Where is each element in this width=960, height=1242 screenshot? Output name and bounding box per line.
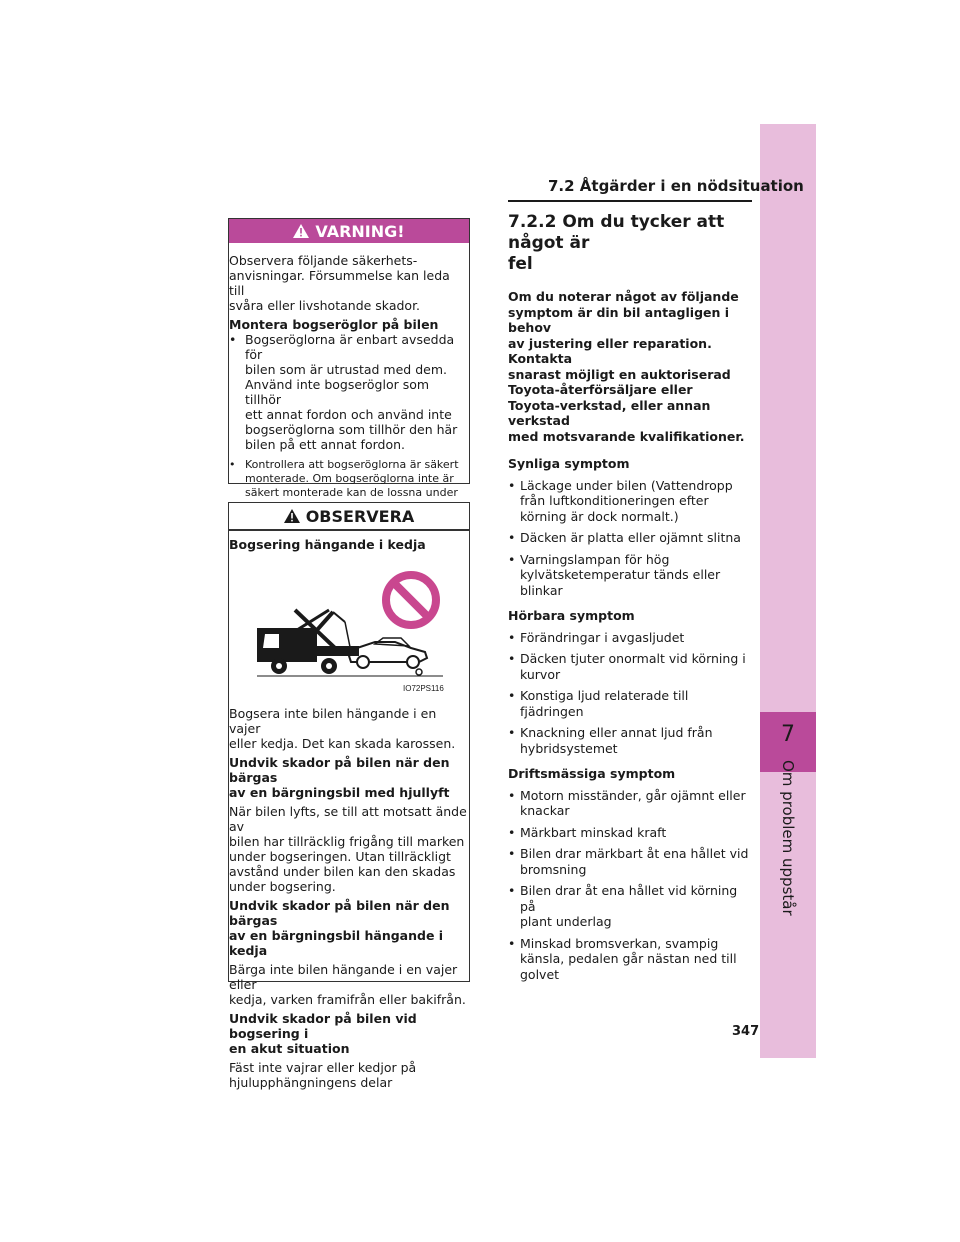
list-item: [508, 530, 754, 546]
notice-paragraph: Bogsera inte bilen hängande i en vajer eller kedja. Det kan skada karossen.: [229, 706, 456, 751]
header-rule: [508, 200, 752, 202]
list-item: [508, 825, 754, 841]
towing-chain-illustration: [229, 552, 465, 700]
section-header-title: 7.2 Åtgärder i en nödsituation: [548, 177, 804, 195]
list-item-text: Läckage under bilen (Vattendropp från luftkonditioneringen efter körning är dock normalt.): [520, 477, 733, 524]
chapter-side-tab: [760, 124, 816, 1058]
notice-paragraph: När bilen lyfts, se till att motsatt ände av bilen har tillräcklig frigång till marken under bogseringen. Utan tillräckligt avstånd under bilen kan den skadas under bogsering.: [229, 804, 467, 894]
tow-truck-icon: [257, 610, 359, 674]
notice-subheading: Bogsering hängande i kedja: [229, 537, 426, 552]
warning-box-header: [229, 219, 469, 243]
list-item: [508, 478, 754, 525]
audible-symptoms-heading: Hörbara symptom: [508, 608, 635, 623]
visible-symptoms-heading: Synliga symptom: [508, 456, 630, 471]
list-item-text: Minskad bromsverkan, svampig känsla, pedalen går nästan ned till golvet: [520, 935, 737, 982]
operational-symptoms-list: [508, 788, 754, 983]
list-item: [508, 788, 754, 819]
list-item: [508, 936, 754, 983]
symptoms-section: [508, 212, 754, 982]
list-item: [508, 552, 754, 599]
car-icon: [349, 638, 427, 675]
warning-box: [228, 218, 470, 499]
list-item: [508, 846, 754, 877]
chapter-title: Om problem uppstår: [779, 760, 797, 916]
image-code: IO72PS116: [403, 684, 444, 693]
warning-intro: Observera följande säkerhets- anvisningar. Försummelse kan leda till svåra eller livshotande skador.: [229, 253, 450, 313]
list-item-text: Bilen drar märkbart åt ena hållet vid bromsning: [520, 846, 749, 877]
warning-triangle-icon: [284, 509, 300, 523]
list-item-text: Motorn misständer, går ojämnt eller knackar: [520, 787, 746, 818]
list-item-text: Märkbart minskad kraft: [520, 824, 667, 840]
notice-subheading: Undvik skador på bilen vid bogsering i en akut situation: [229, 1011, 417, 1056]
list-item-text: Däcken är platta eller ojämnt slitna: [520, 530, 741, 545]
section-intro: Om du noterar något av följande symptom är din bil antagligen i behov av justering eller reparation. Kontakta snarast möjligt en auktoriserad Toyota-återförsäljare eller Toyota-verkstad, eller annan verkstad med motsvarande kvalifikationer.: [508, 289, 745, 444]
chapter-number: 7: [781, 722, 795, 747]
warning-bullet-text: Bogseröglorna är enbart avsedda för bilen som är utrustad med dem. Använd inte bogseröglor som tillhör ett annat fordon och använd inte bogseröglorna som tillhör den här bilen på ett annat fordon.: [245, 332, 458, 452]
warning-triangle-icon: [293, 224, 309, 238]
section-heading: 7.2.2 Om du tycker att något är fel: [508, 212, 725, 274]
notice-subheading: Undvik skador på bilen när den bärgas av en bärgningsbil hängande i kedja: [229, 898, 450, 958]
notice-paragraph: Fäst inte vajrar eller kedjor på hjulupphängningens delar: [229, 1060, 417, 1090]
operational-symptoms-heading: Driftsmässiga symptom: [508, 766, 676, 781]
notice-box: [228, 502, 470, 1090]
notice-subheading: Undvik skador på bilen när den bärgas av en bärgningsbil med hjullyft: [229, 755, 450, 800]
towing-illustration: [229, 552, 467, 700]
warning-bullet-text: Kontrollera att bogseröglorna är säkert monterade. Om bogseröglorna inte är säkert monterade kan de lossna under: [245, 458, 459, 499]
list-item-text: Bilen drar åt ena hållet vid körning på plant underlag: [520, 883, 738, 929]
warning-title: VARNING!: [315, 221, 405, 241]
list-item-text: Knackning eller annat ljud från hybridsystemet: [520, 725, 713, 756]
visible-symptoms-list: [508, 478, 754, 599]
list-item-text: Förändringar i avgasljudet: [520, 629, 685, 645]
list-item: [508, 651, 754, 682]
audible-symptoms-list: [508, 630, 754, 757]
list-item-text: Konstiga ljud relaterade till fjädringen: [520, 688, 689, 719]
warning-bullet: [229, 332, 465, 452]
page-number: 347: [732, 1024, 760, 1039]
list-item-text: Varningslampan för hög kylvätsketemperatur tänds eller blinkar: [520, 551, 721, 598]
notice-box-header: [229, 503, 469, 531]
list-item: [508, 630, 754, 646]
list-item: [508, 688, 754, 719]
prohibition-icon: [386, 575, 436, 625]
list-item-text: Däcken tjuter onormalt vid körning i kurvor: [520, 651, 746, 682]
list-item: [508, 883, 754, 930]
notice-paragraph: Bärga inte bilen hängande i en vajer eller kedja, varken framifrån eller bakifrån.: [229, 962, 466, 1007]
warning-subheading: Montera bogseröglor på bilen: [229, 317, 439, 332]
list-item: [508, 725, 754, 756]
notice-title: OBSERVERA: [305, 506, 415, 526]
